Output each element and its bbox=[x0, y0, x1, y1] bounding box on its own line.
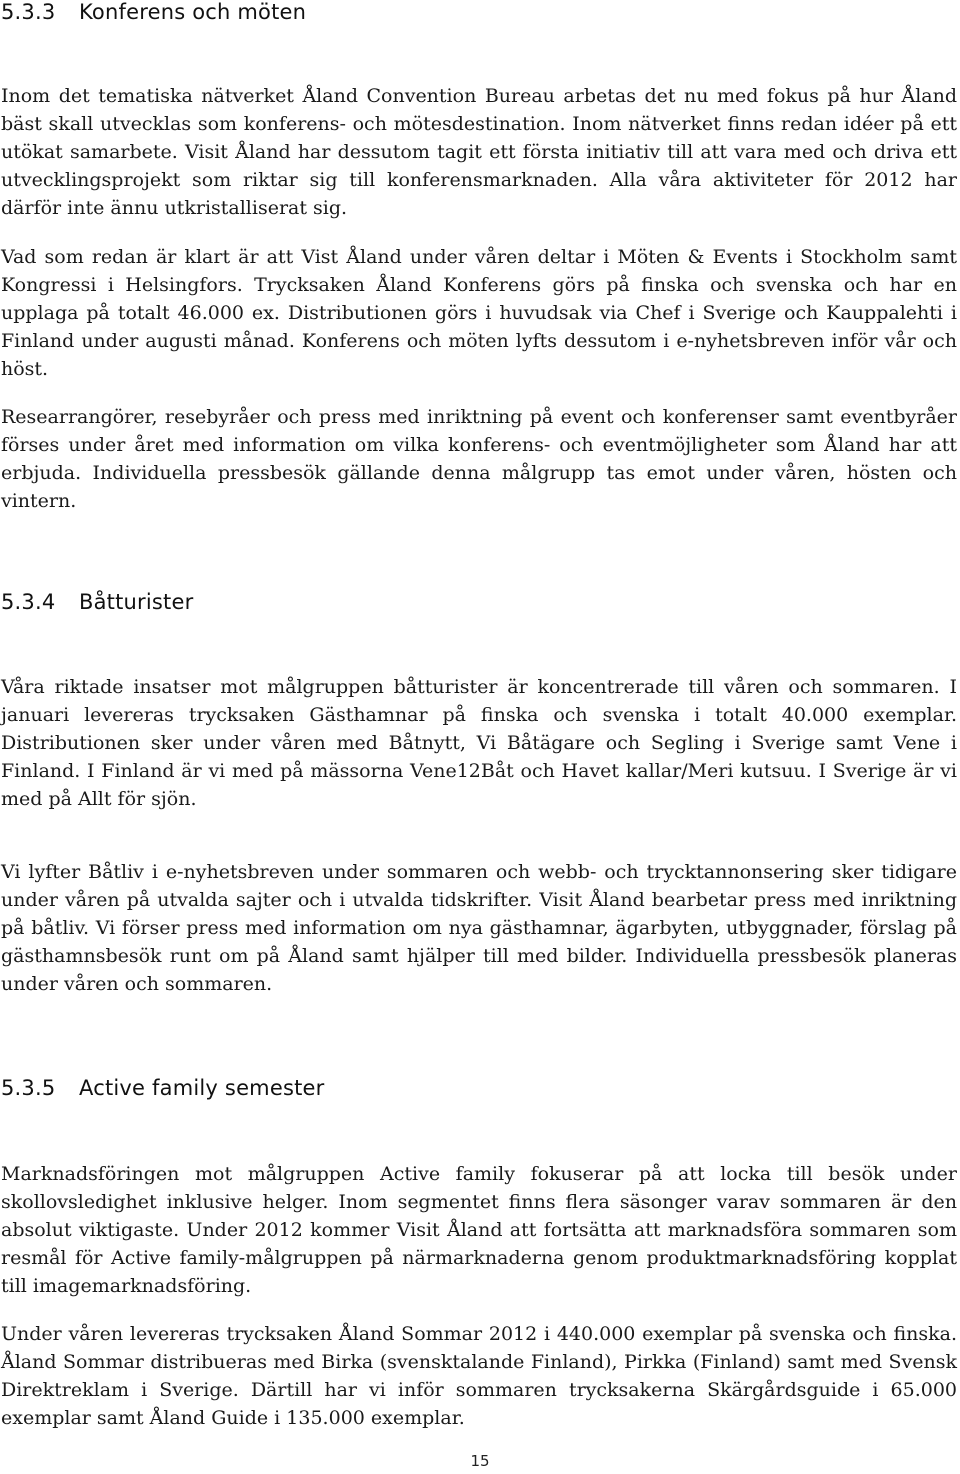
section-title: Konferens och möten bbox=[79, 0, 307, 24]
section-heading-5-3-5 bbox=[1, 1076, 325, 1100]
page-number: 15 bbox=[470, 1452, 490, 1470]
paragraph: Våra riktade insatser mot målgruppen båtturister är koncentrerade till våren och sommaren. I januari levereras trycksaken Gästhamnar på finska och svenska i totalt 40.000 exemplar. Distributionen sker under våren med Båtnytt, Vi Båtägare och Segling i Sverige samt Vene i Finland. I Finland är vi med på mässorna Vene12Båt och Havet kallar/Meri kutsuu. I Sverige är vi med på Allt för sjön. bbox=[1, 676, 957, 810]
section-title: Båtturister bbox=[79, 590, 194, 614]
section-heading-5-3-3 bbox=[1, 0, 306, 24]
section-heading-5-3-4 bbox=[1, 590, 193, 614]
section-number: 5.3.3 bbox=[1, 0, 56, 24]
paragraph: Under våren levereras trycksaken Åland Sommar 2012 i 440.000 exemplar på svenska och finska. Åland Sommar distribueras med Birka (svensktalande Finland), Pirkka (Finland) samt med Svensk Direktreklam i Sverige. Därtill har vi inför sommaren trycksakerna Skärgårdsguide i 65.000 exemplar samt Åland Guide i 135.000 exemplar. bbox=[1, 1323, 957, 1429]
paragraph: Marknadsföringen mot målgruppen Active family fokuserar på att locka till besök under skollovsledighet inklusive helger. Inom segmentet finns flera säsonger varav sommaren är den absolut viktigaste. Under 2012 kommer Visit Åland att fortsätta att marknadsföra sommaren som resmål för Active family-målgruppen på närmarknaderna genom produktmarknadsföring kopplat till imagemarknadsföring. bbox=[1, 1163, 957, 1297]
paragraph: Inom det tematiska nätverket Åland Convention Bureau arbetas det nu med fokus på hur Åland bäst skall utvecklas som konferens- och mötesdestination. Inom nätverket finns redan idéer på ett utökat samarbete. Visit Åland har dessutom tagit ett första initiativ till att vara med och driva ett utvecklingsprojekt som riktar sig till konferensmarknaden. Alla våra aktiviteter för 2012 har därför inte ännu utkristalliserat sig. bbox=[1, 85, 957, 219]
paragraph: Vi lyfter Båtliv i e-nyhetsbreven under sommaren och webb- och trycktannonsering sker tidigare under våren på utvalda sajter och i utvalda tidskrifter. Visit Åland bearbetar press med inriktning på båtliv. Vi förser press med information om nya gästhamnar, ägarbyten, utbyggnader, förslag på gästhamnsbesök runt om på Åland samt hjälper till med bilder. Individuella pressbesök planeras under våren och sommaren. bbox=[1, 861, 957, 995]
paragraph: Vad som redan är klart är att Vist Åland under våren deltar i Möten & Events i Stockholm samt Kongressi i Helsingfors. Trycksaken Åland Konferens görs på finska och svenska och har en upplaga på totalt 46.000 ex. Distributionen görs i huvudsak via Chef i Sverige och Kauppalehti i Finland under augusti månad. Konferens och möten lyfts dessutom i e-nyhetsbreven inför vår och höst. bbox=[1, 246, 957, 380]
section-title: Active family semester bbox=[79, 1076, 325, 1100]
paragraph: Researrangörer, resebyråer och press med inriktning på event och konferenser samt eventbyråer förses under året med information om vilka konferens- och eventmöjligheter som Åland har att erbjuda. Individuella pressbesök gällande denna målgrupp tas emot under våren, hösten och vintern. bbox=[1, 406, 957, 512]
section-number: 5.3.4 bbox=[1, 590, 56, 614]
section-number: 5.3.5 bbox=[1, 1076, 56, 1100]
